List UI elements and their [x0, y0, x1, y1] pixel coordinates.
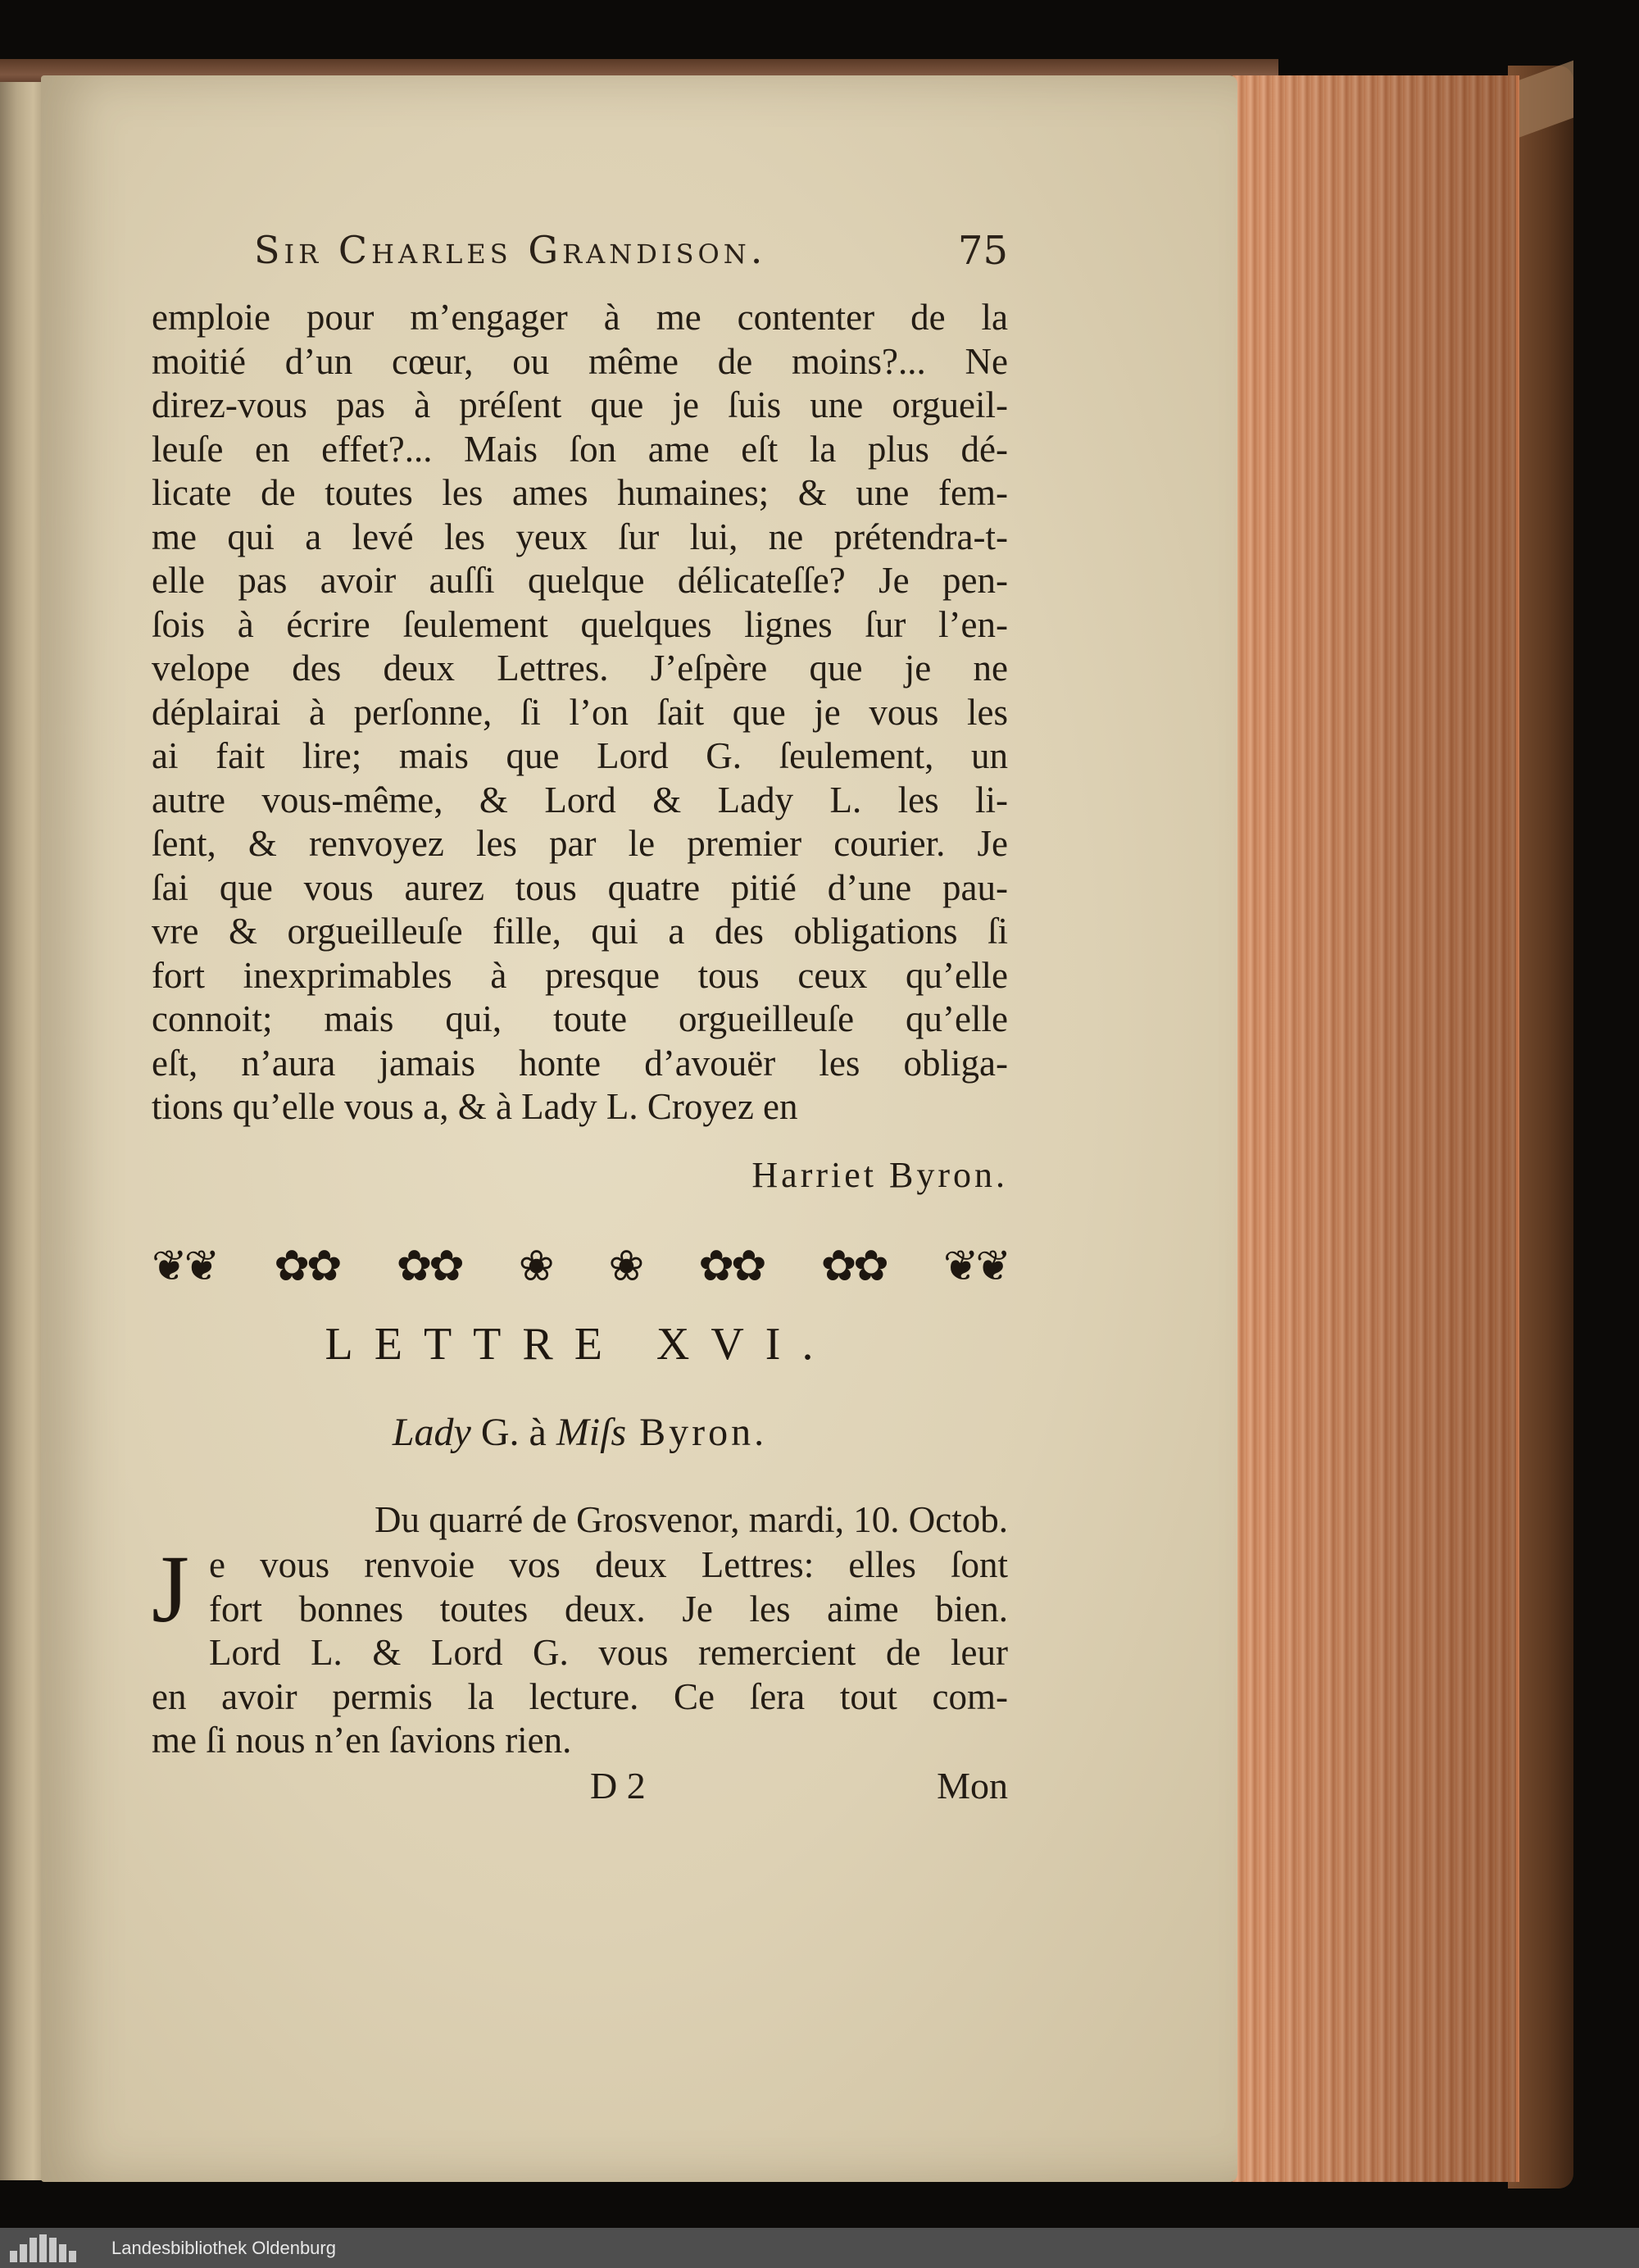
body-line: vre & orgueilleuſe fille, qui a des obligations ſi: [152, 911, 1008, 952]
ornament-glyph: ❦❦: [942, 1242, 1008, 1291]
signature-mark: D 2: [590, 1765, 646, 1807]
body-line: ſai que vous aurez tous quatre pitié d’une pau-: [152, 866, 1008, 908]
body-line: ai fait lire; mais que Lord G. ſeulement, un: [152, 735, 1008, 776]
body-line: moitié d’un cœur, ou même de moins?... Ne: [152, 340, 1008, 382]
ornament-divider: [152, 1238, 1008, 1295]
body-line: ſent, & renvoyez les par le premier courier. Je: [152, 823, 1008, 864]
letter-line: Lord L. & Lord G. vous remercient de leur: [209, 1632, 1008, 1673]
body-line: eſt, n’aura jamais honte d’avouër les obliga-: [152, 1042, 1008, 1084]
body-line: tions qu’elle vous a, & à Lady L. Croyez en: [152, 1086, 798, 1127]
letter-line: me ſi nous n’en ſavions rien.: [152, 1720, 572, 1761]
body-line: direz-vous pas à préſent que je ſuis une orgueil-: [152, 384, 1008, 425]
body-line: déplairai à perſonne, ſi l’on ſait que je vous les: [152, 691, 1008, 733]
drop-capital: J: [152, 1535, 189, 1643]
library-logo-icon: [10, 2234, 100, 2262]
body-line: connoit; mais qui, toute orgueilleuſe qu’elle: [152, 998, 1008, 1039]
ornament-glyph: ❀: [608, 1242, 642, 1291]
addressee-lady: Lady: [392, 1411, 471, 1454]
running-head: [254, 228, 1008, 285]
body-line: velope des deux Lettres. J’eſpère que je ne: [152, 648, 1008, 689]
body-line: elle pas avoir auſſi quelque délicateſſe? Je pen-: [152, 560, 1008, 601]
letter-line: e vous renvoie vos deux Lettres: elles ſont: [209, 1544, 1008, 1585]
body-line: fort inexprimables à presque tous ceux qu’elle: [152, 954, 1008, 996]
page-block-shade: [1229, 75, 1516, 2182]
ornament-glyph: ❦❦: [152, 1242, 217, 1291]
ornament-glyph: ✿✿: [820, 1242, 886, 1291]
ornament-glyph: ✿✿: [698, 1242, 764, 1291]
addressee-middle: G. à: [470, 1411, 556, 1454]
ornament-glyph: ❀: [518, 1242, 552, 1291]
body-line: licate de toutes les ames humaines; & une fem-: [152, 472, 1008, 513]
letter-heading: LETTRE XVI.: [325, 1319, 835, 1370]
ornament-glyph: ✿✿: [274, 1242, 339, 1291]
body-line: me qui a levé les yeux ſur lui, ne prétendra-t-: [152, 516, 1008, 557]
dateline: Du quarré de Grosvenor, mardi, 10. Octob.: [375, 1499, 1008, 1540]
body-line: emploie pour m’engager à me contenter de la: [152, 297, 1008, 338]
letter-line: en avoir permis la lecture. Ce ſera tout com-: [152, 1675, 1008, 1717]
running-title: Sir Charles Grandison.: [254, 228, 767, 272]
addressee-line: [152, 1410, 1008, 1455]
body-line: leuſe en effet?... Mais ſon ame eſt la plus dé-: [152, 428, 1008, 470]
addressee-name: Byron.: [626, 1411, 768, 1454]
addressee-miss: Miſs: [556, 1411, 627, 1454]
ornament-glyph: ✿✿: [396, 1242, 461, 1291]
body-line: ſois à écrire ſeulement quelques lignes ſur l’en-: [152, 603, 1008, 645]
catchword: Mon: [937, 1765, 1008, 1807]
footer-label: Landesbibliothek Oldenburg: [111, 2237, 336, 2258]
body-line: autre vous-même, & Lord & Lady L. les li-: [152, 779, 1008, 820]
signature: Harriet Byron.: [751, 1155, 1008, 1195]
page-number: 75: [957, 228, 1008, 274]
letter-line: fort bonnes toutes deux. Je les aime bien.: [209, 1588, 1008, 1629]
footer-bar: [0, 2228, 1639, 2268]
